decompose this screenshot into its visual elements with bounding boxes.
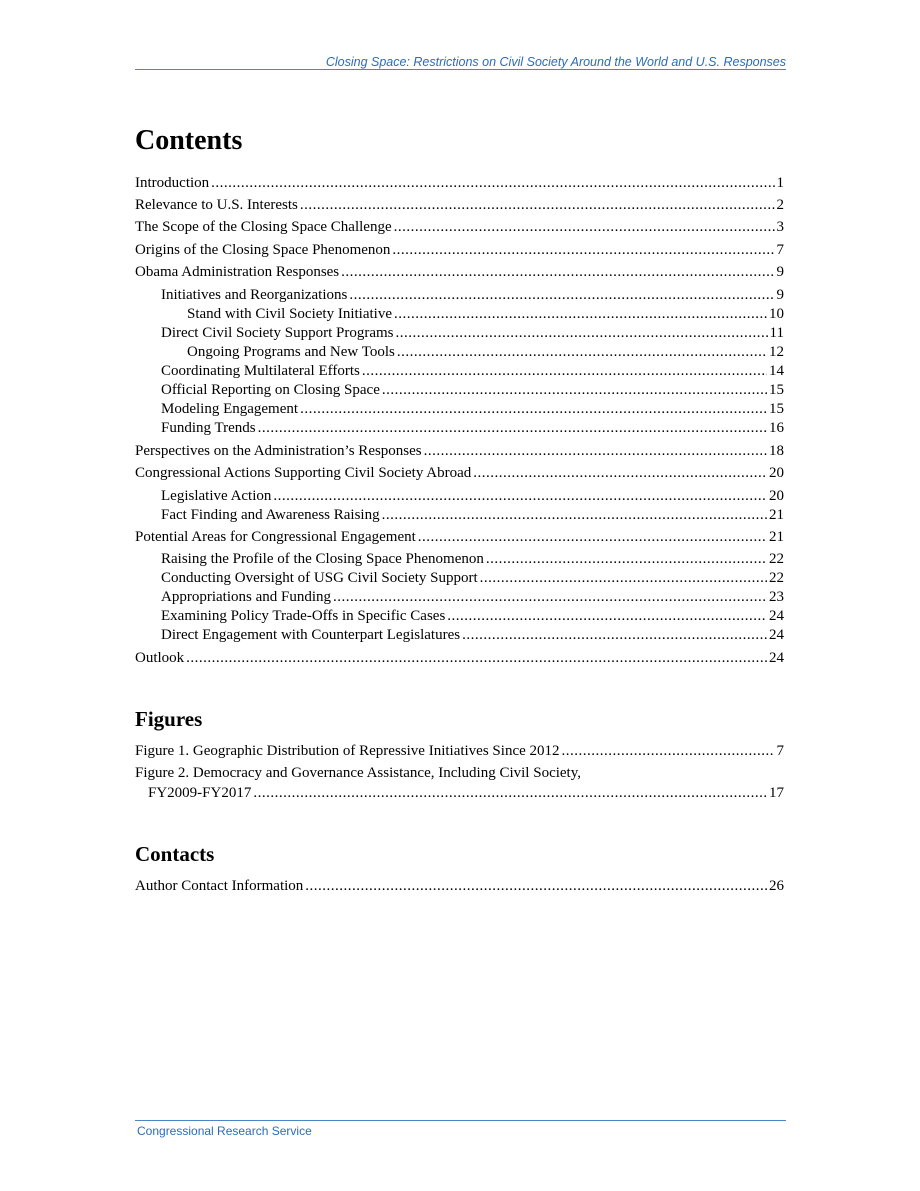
toc-entry-initiatives[interactable]: Initiatives and Reorganizations ..... 9 [135,286,784,304]
toc-entry-figure-2-continuation[interactable]: FY2009-FY2017 ..... 17 [135,784,784,802]
toc-entry-fact-finding[interactable]: Fact Finding and Awareness Raising ..... 21 [135,506,784,524]
toc-entry-potential-areas[interactable]: Potential Areas for Congressional Engagement ..... 21 [135,528,784,546]
toc-entry-obama-responses[interactable]: Obama Administration Responses ..... 9 [135,263,784,281]
toc-entry-funding-trends[interactable]: Funding Trends ..... 16 [135,419,784,437]
toc-entry-multilateral[interactable]: Coordinating Multilateral Efforts ..... 14 [135,362,784,380]
toc-entry-appropriations[interactable]: Appropriations and Funding ..... 23 [135,588,784,606]
toc-entry-figure-2[interactable]: Figure 2. Democracy and Governance Assistance, Including Civil Society, [135,765,581,781]
figures-heading: Figures [135,707,203,731]
contacts-heading: Contacts [135,842,215,866]
header-rule [135,69,786,70]
toc-entry-direct-engagement[interactable]: Direct Engagement with Counterpart Legislatures ..... 24 [135,626,784,644]
footer-rule [135,1120,786,1121]
toc-entry-official-reporting[interactable]: Official Reporting on Closing Space ..... 15 [135,381,784,399]
toc-entry-figure-1[interactable]: Figure 1. Geographic Distribution of Repressive Initiatives Since 2012 ..... 7 [135,742,784,760]
toc-entry-stand-with-civil-society[interactable]: Stand with Civil Society Initiative ..... 10 [135,305,784,323]
toc-entry-congressional-actions[interactable]: Congressional Actions Supporting Civil Society Abroad ..... 20 [135,464,784,482]
contents-heading: Contents [135,125,243,156]
toc-entry-oversight[interactable]: Conducting Oversight of USG Civil Society Support ..... 22 [135,569,784,587]
toc-entry-author-contact[interactable]: Author Contact Information ..... 26 [135,877,784,895]
running-footer: Congressional Research Service [137,1124,312,1138]
toc-entry-introduction[interactable]: Introduction ..... 1 [135,174,784,192]
toc-entry-raising-profile[interactable]: Raising the Profile of the Closing Space Phenomenon ..... 22 [135,550,784,568]
toc-entry-relevance[interactable]: Relevance to U.S. Interests ..... 2 [135,196,784,214]
toc-entry-direct-support[interactable]: Direct Civil Society Support Programs ..... 11 [135,324,784,342]
running-header: Closing Space: Restrictions on Civil Society Around the World and U.S. Responses [325,55,786,69]
toc-entry-outlook[interactable]: Outlook ..... 24 [135,649,784,667]
toc-entry-origins[interactable]: Origins of the Closing Space Phenomenon ..... 7 [135,241,784,259]
toc-entry-perspectives[interactable]: Perspectives on the Administration’s Responses ..... 18 [135,442,784,460]
toc-entry-scope[interactable]: The Scope of the Closing Space Challenge ..... 3 [135,218,784,236]
toc-entry-modeling-engagement[interactable]: Modeling Engagement ..... 15 [135,400,784,418]
toc-entry-ongoing-programs[interactable]: Ongoing Programs and New Tools ..... 12 [135,343,784,361]
toc-entry-policy-tradeoffs[interactable]: Examining Policy Trade-Offs in Specific Cases ..... 24 [135,607,784,625]
toc-entry-legislative-action[interactable]: Legislative Action ..... 20 [135,487,784,505]
